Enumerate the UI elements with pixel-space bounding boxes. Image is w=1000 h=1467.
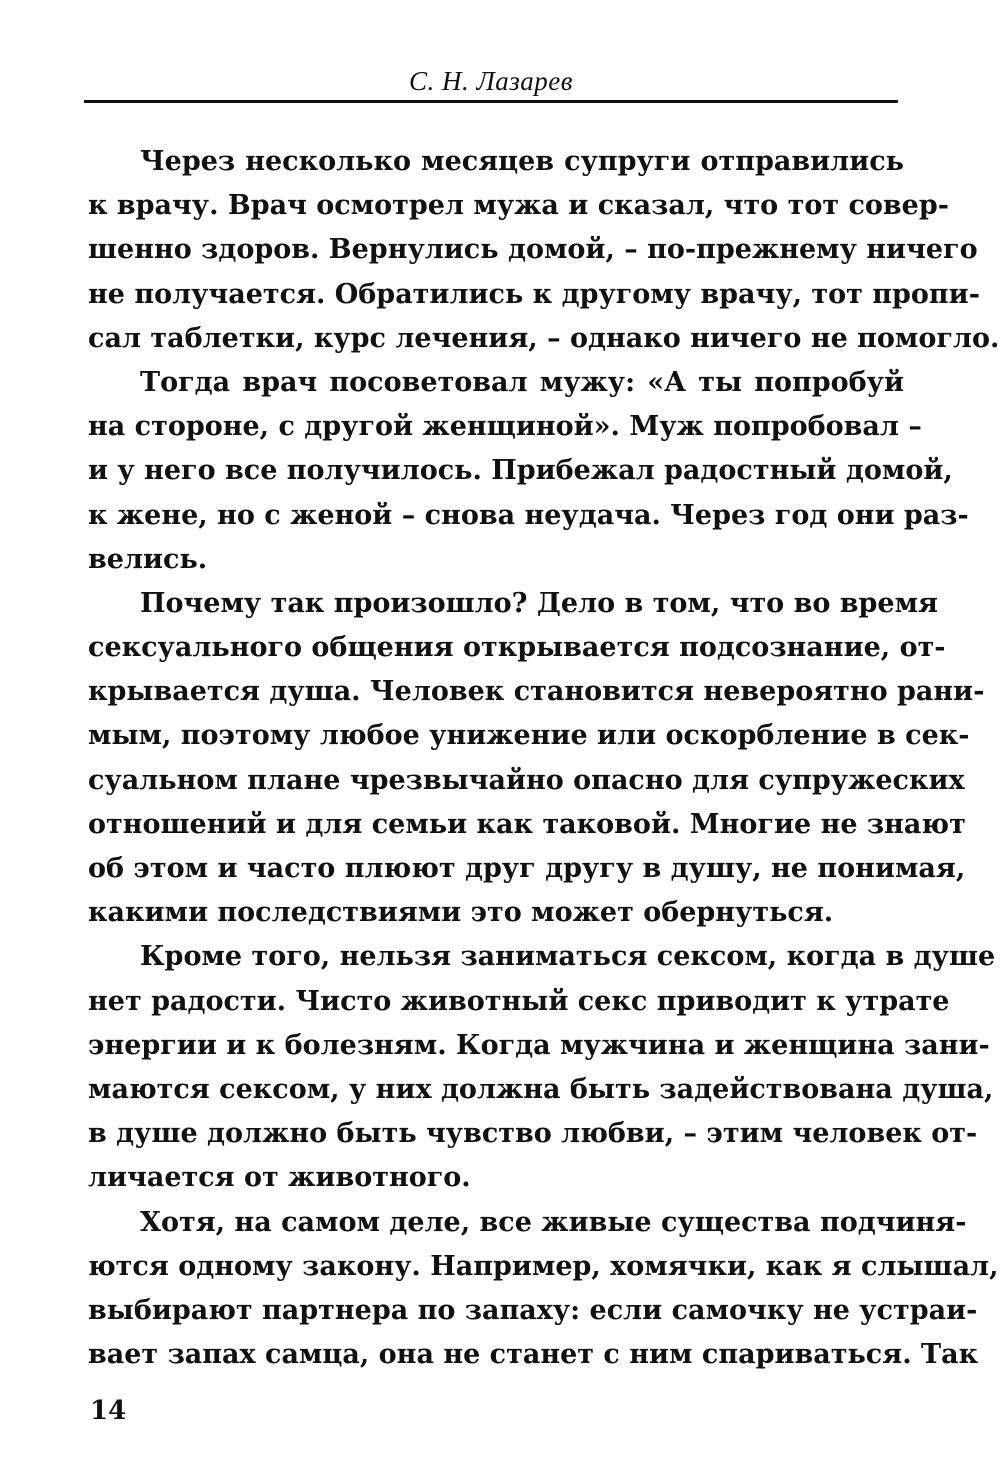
text-line: суальном плане чрезвычайно опасно для супружеских bbox=[88, 764, 965, 796]
text-line: не получается. Обратились к другому врачу, тот пропи- bbox=[88, 278, 980, 310]
text-line: сал таблетки, курс лечения, – однако ничего не помогло. bbox=[88, 322, 1000, 354]
running-title: С. Н. Лазарев bbox=[408, 66, 574, 96]
page-number: 14 bbox=[90, 1396, 127, 1426]
text-line: к врачу. Врач осмотрел мужа и сказал, что тот совер- bbox=[88, 190, 949, 222]
text-line: Почему так произошло? Дело в том, что во время bbox=[140, 587, 938, 619]
text-line: энергии и к болезням. Когда мужчина и женщина зани- bbox=[88, 1029, 990, 1061]
text-line: Через несколько месяцев супруги отправились bbox=[140, 146, 904, 177]
text-line: сексуального общения открывается подсознание, от- bbox=[88, 632, 946, 664]
text-line: маются сексом, у них должна быть задействована душа, bbox=[88, 1073, 994, 1105]
text-line: и у него все получилось. Прибежал радостный домой, bbox=[88, 455, 953, 487]
text-line: крывается душа. Человек становится невероятно рани- bbox=[88, 676, 985, 708]
text-line: Тогда врач посоветовал мужу: «А ты попробуй bbox=[140, 366, 904, 398]
text-line: к жене, но с женой – снова неудача. Через год они раз- bbox=[88, 499, 969, 531]
text-line: в душе должно быть чувство любви, – этим человек от- bbox=[88, 1118, 978, 1150]
text-line: выбирают партнера по запаху: если самочку не устраи- bbox=[88, 1294, 978, 1326]
text-line: нет радости. Чисто животный секс приводит к утрате bbox=[88, 985, 950, 1017]
text-line: мым, поэтому любое унижение или оскорбление в сек- bbox=[88, 720, 970, 752]
text-line: Кроме того, нельзя заниматься сексом, когда в душе bbox=[140, 941, 996, 973]
header-rule bbox=[84, 100, 898, 103]
text-line: Хотя, на самом деле, все живые существа подчиня- bbox=[140, 1206, 967, 1238]
text-line: личается от животного. bbox=[88, 1162, 471, 1194]
text-line: ются одному закону. Например, хомячки, как я слышал, bbox=[88, 1250, 999, 1282]
body-text bbox=[88, 140, 1000, 1377]
text-line: на стороне, с другой женщиной». Муж попробовал – bbox=[88, 411, 922, 443]
text-line: велись. bbox=[88, 543, 208, 575]
text-line: отношений и для семьи как таковой. Многие не знают bbox=[88, 808, 966, 840]
text-line: шенно здоров. Вернулись домой, – по-прежнему ничего bbox=[88, 234, 978, 266]
text-line: об этом и часто плюют друг другу в душу, не понимая, bbox=[88, 853, 966, 884]
text-line: вает запах самца, она не станет с ним спариваться. Так bbox=[88, 1339, 979, 1371]
text-line: какими последствиями это может обернуться. bbox=[88, 897, 834, 929]
